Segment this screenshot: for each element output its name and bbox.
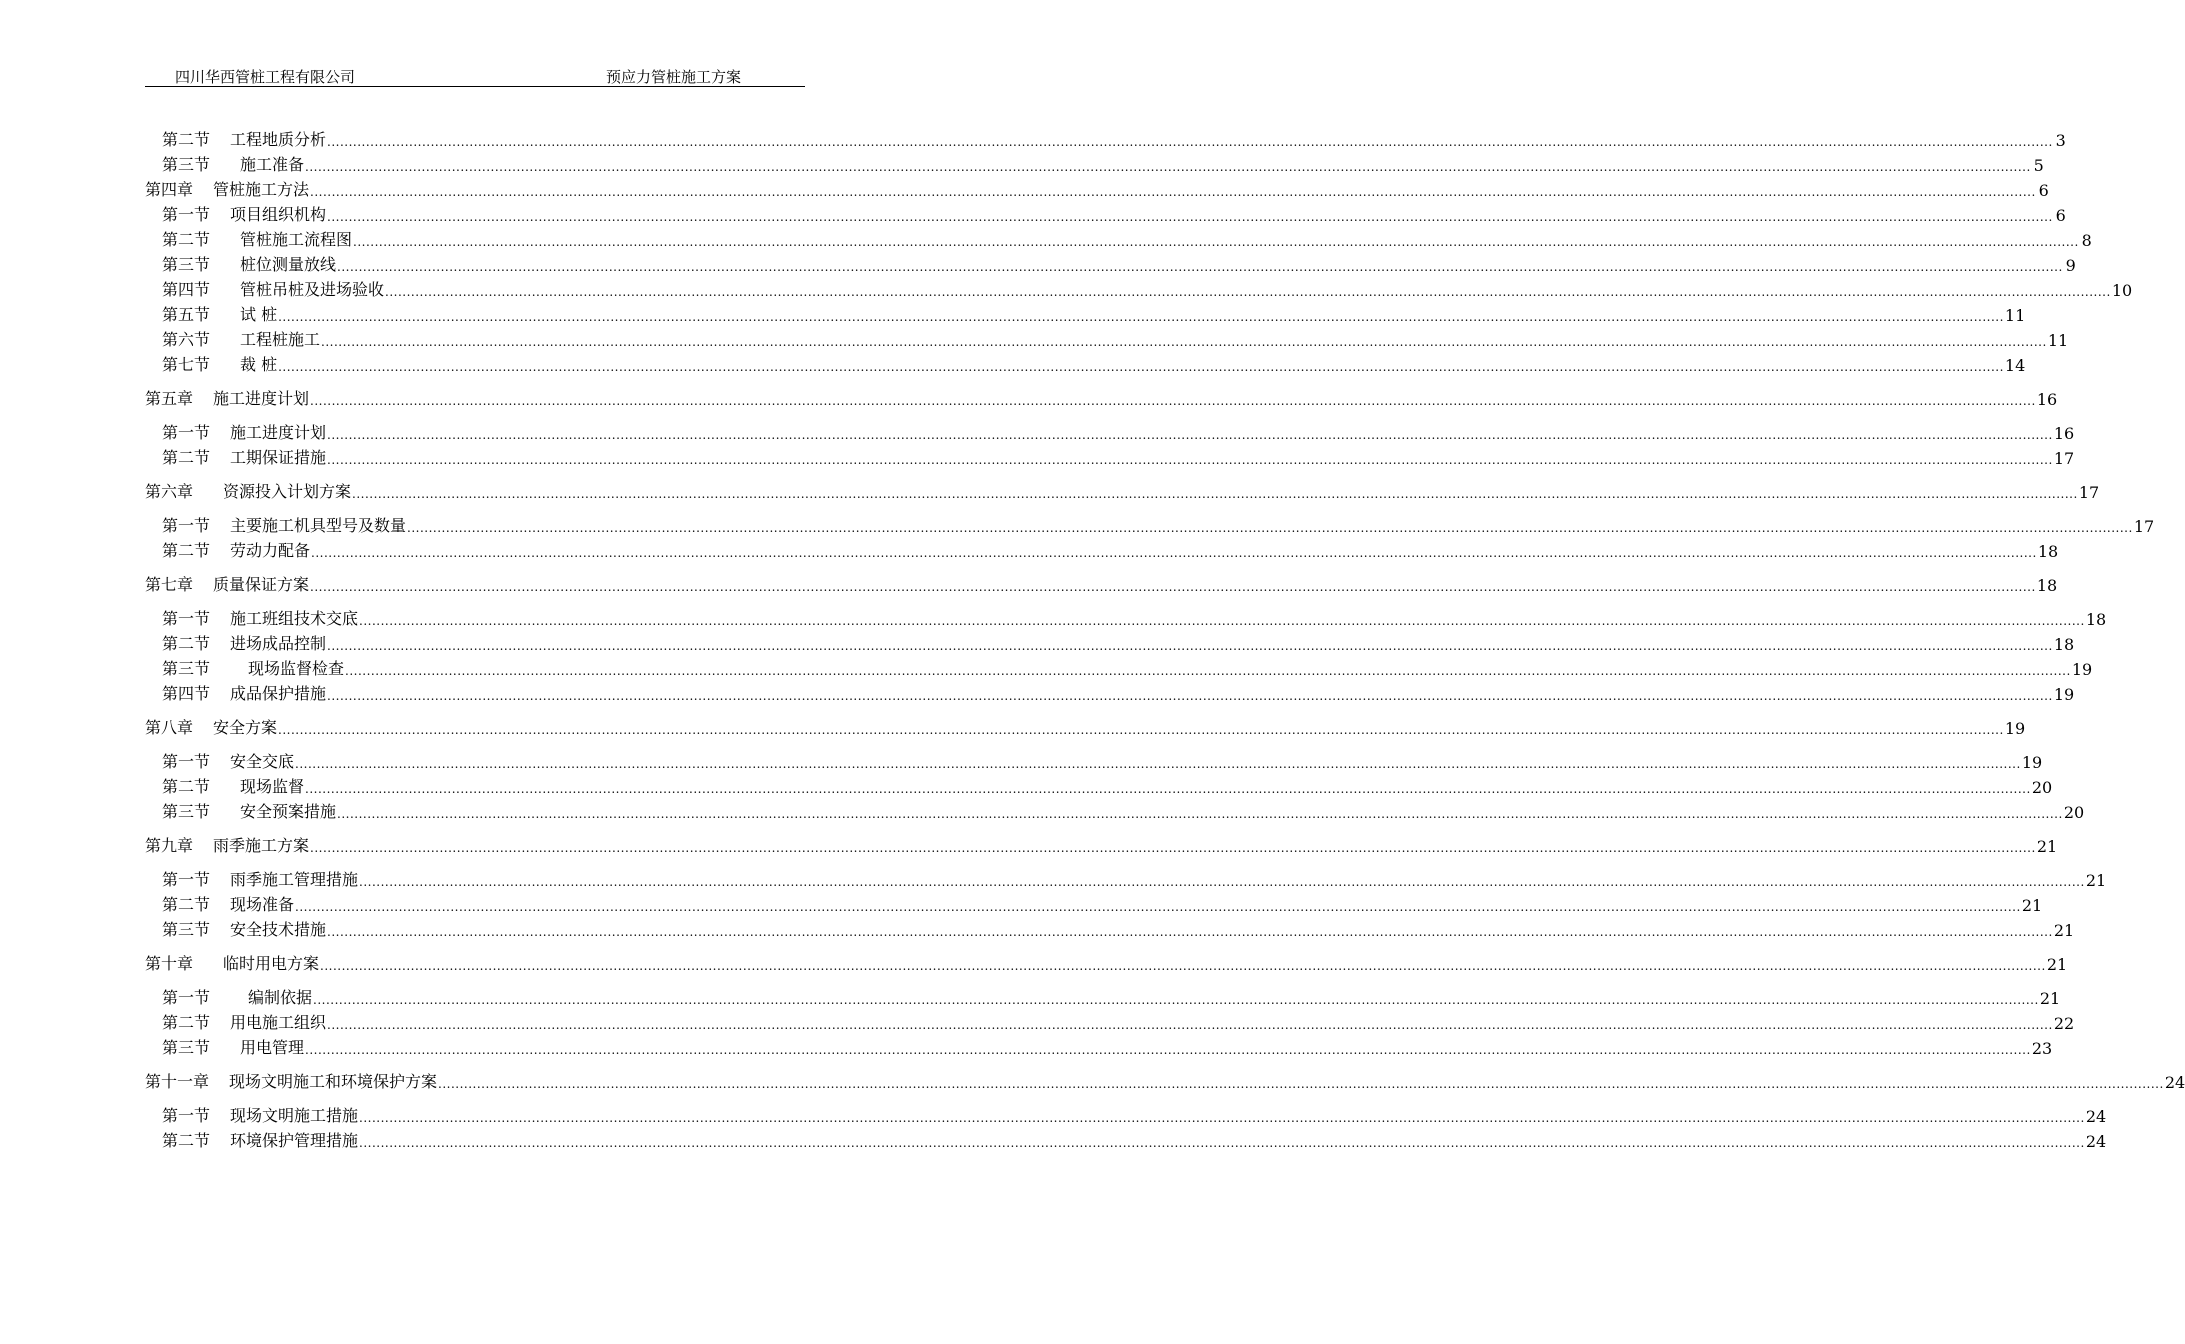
toc-chapter-entry[interactable] [145,175,2049,200]
toc-entry-number: 第一节 [162,516,211,535]
toc-section-entry[interactable] [145,1101,2107,1126]
toc-entry-number: 第二节 [162,1131,211,1150]
toc-entry-page-number: 21 [2036,837,2058,856]
toc-chapter-entry[interactable] [145,1067,2185,1092]
toc-section-entry[interactable] [145,300,2026,325]
toc-entry-page-number: 18 [2036,576,2058,595]
toc-section-entry[interactable] [145,200,2066,225]
toc-entry-title: 现场准备 [230,895,295,914]
toc-entry-page-number: 16 [2053,424,2075,443]
toc-entry-title: 试 桩 [240,305,278,324]
toc-section-entry[interactable] [145,797,2085,822]
dot-leader: ................................................................................................................................................................................................................................................................................................................................................................................................................ [278,723,2004,737]
dot-leader: ................................................................................................................................................................................................................................................................................................................................................................................................................ [327,453,2053,467]
toc-entry-page-number: 24 [2085,1132,2107,1151]
toc-entry-title: 现场文明施工措施 [230,1106,359,1125]
toc-entry-number: 第三节 [162,920,211,939]
toc-entry-page-number: 17 [2133,517,2155,536]
toc-entry-title: 编制依据 [248,988,313,1007]
toc-entry-page-number: 6 [2055,206,2066,225]
dot-leader: ................................................................................................................................................................................................................................................................................................................................................................................................................ [310,841,2036,855]
toc-entry-page-number: 24 [2164,1073,2185,1092]
dot-leader: ................................................................................................................................................................................................................................................................................................................................................................................................................ [337,807,2063,821]
toc-entry-title: 施工进度计划 [213,389,310,408]
dot-leader: ................................................................................................................................................................................................................................................................................................................................................................................................................ [295,757,2021,771]
toc-section-entry[interactable] [145,604,2107,629]
toc-entry-title: 施工班组技术交底 [230,609,359,628]
toc-entry-page-number: 19 [2053,685,2075,704]
dot-leader: ................................................................................................................................................................................................................................................................................................................................................................................................................ [310,580,2036,594]
toc-section-entry[interactable] [145,350,2026,375]
dot-leader: ................................................................................................................................................................................................................................................................................................................................................................................................................ [345,664,2071,678]
dot-leader: ................................................................................................................................................................................................................................................................................................................................................................................................................ [305,1043,2031,1057]
dot-leader: ................................................................................................................................................................................................................................................................................................................................................................................................................ [327,925,2053,939]
toc-entry-title: 环境保护管理措施 [230,1131,359,1150]
toc-section-entry[interactable] [145,1033,2053,1058]
toc-entry-number: 第四节 [162,280,211,299]
toc-entry-page-number: 19 [2004,719,2026,738]
page-header [145,64,805,87]
dot-leader: ................................................................................................................................................................................................................................................................................................................................................................................................................ [359,1136,2085,1150]
toc-entry-title: 安全预案措施 [240,802,337,821]
dot-leader: ................................................................................................................................................................................................................................................................................................................................................................................................................ [278,310,2004,324]
toc-entry-title: 临时用电方案 [223,954,320,973]
toc-entry-number: 第三节 [162,1038,211,1057]
toc-section-entry[interactable] [145,1008,2075,1033]
toc-entry-number: 第二节 [162,130,211,149]
toc-section-entry[interactable] [145,890,2043,915]
toc-section-entry[interactable] [145,983,2061,1008]
toc-entry-page-number: 17 [2078,483,2100,502]
toc-entry-page-number: 9 [2065,256,2076,275]
toc-section-entry[interactable] [145,275,2133,300]
toc-entry-title: 现场监督 [240,777,305,796]
dot-leader: ................................................................................................................................................................................................................................................................................................................................................................................................................ [353,235,2079,249]
toc-entry-page-number: 21 [2021,896,2043,915]
toc-entry-number: 第六章 [145,482,194,501]
toc-entry-page-number: 21 [2085,871,2107,890]
toc-entry-title: 主要施工机具型号及数量 [230,516,407,535]
toc-entry-number: 第一节 [162,609,211,628]
toc-section-entry[interactable] [145,511,2155,536]
toc-entry-title: 工期保证措施 [230,448,327,467]
dot-leader: ................................................................................................................................................................................................................................................................................................................................................................................................................ [337,260,2063,274]
toc-entry-page-number: 11 [2047,331,2069,350]
toc-entry-number: 第一节 [162,988,211,1007]
dot-leader: ................................................................................................................................................................................................................................................................................................................................................................................................................ [327,639,2053,653]
toc-entry-page-number: 17 [2053,449,2075,468]
toc-entry-page-number: 5 [2033,156,2044,175]
toc-entry-page-number: 18 [2037,542,2059,561]
toc-entry-number: 第二节 [162,541,211,560]
toc-chapter-entry[interactable] [145,831,2058,856]
document-title: 预应力管桩施工方案 [605,68,741,86]
toc-entry-number: 第三节 [162,155,211,174]
toc-entry-title: 安全技术措施 [230,920,327,939]
dot-leader: ................................................................................................................................................................................................................................................................................................................................................................................................................ [327,210,2053,224]
toc-section-entry[interactable] [145,915,2075,940]
dot-leader: ................................................................................................................................................................................................................................................................................................................................................................................................................ [313,993,2039,1007]
toc-section-entry[interactable] [145,772,2053,797]
toc-entry-number: 第六节 [162,330,211,349]
dot-leader: ................................................................................................................................................................................................................................................................................................................................................................................................................ [310,185,2036,199]
dot-leader: ................................................................................................................................................................................................................................................................................................................................................................................................................ [327,135,2053,149]
toc-entry-number: 第八章 [145,718,194,737]
toc-entry-title: 安全方案 [213,718,278,737]
toc-entry-number: 第七章 [145,575,194,594]
toc-entry-title: 资源投入计划方案 [223,482,352,501]
table-of-contents [145,125,2185,1151]
toc-entry-page-number: 21 [2039,989,2061,1008]
toc-entry-number: 第五节 [162,305,211,324]
toc-section-entry[interactable] [145,536,2059,561]
toc-entry-title: 成品保护措施 [230,684,327,703]
dot-leader: ................................................................................................................................................................................................................................................................................................................................................................................................................ [320,959,2046,973]
toc-section-entry[interactable] [145,1126,2107,1151]
toc-entry-title: 雨季施工方案 [213,836,310,855]
toc-entry-number: 第十章 [145,954,194,973]
toc-entry-title: 工程地质分析 [230,130,327,149]
toc-entry-number: 第四节 [162,684,211,703]
dot-leader: ................................................................................................................................................................................................................................................................................................................................................................................................................ [385,285,2111,299]
toc-section-entry[interactable] [145,443,2075,468]
dot-leader: ................................................................................................................................................................................................................................................................................................................................................................................................................ [278,360,2004,374]
toc-section-entry[interactable] [145,418,2075,443]
toc-section-entry[interactable] [145,629,2075,654]
toc-entry-number: 第二节 [162,895,211,914]
toc-chapter-entry[interactable] [145,949,2068,974]
toc-entry-title: 管桩施工方法 [213,180,310,199]
toc-entry-title: 施工准备 [240,155,305,174]
toc-entry-title: 安全交底 [230,752,295,771]
toc-entry-title: 现场监督检查 [248,659,345,678]
toc-entry-number: 第一节 [162,1106,211,1125]
toc-chapter-entry[interactable] [145,713,2026,738]
toc-entry-number: 第三节 [162,255,211,274]
toc-entry-page-number: 20 [2063,803,2085,822]
toc-section-entry[interactable] [145,125,2066,150]
toc-section-entry[interactable] [145,250,2076,275]
dot-leader: ................................................................................................................................................................................................................................................................................................................................................................................................................ [305,160,2031,174]
toc-section-entry[interactable] [145,654,2093,679]
toc-entry-page-number: 23 [2031,1039,2053,1058]
dot-leader: ................................................................................................................................................................................................................................................................................................................................................................................................................ [311,546,2037,560]
dot-leader: ................................................................................................................................................................................................................................................................................................................................................................................................................ [327,1018,2053,1032]
toc-entry-number: 第七节 [162,355,211,374]
toc-entry-page-number: 6 [2038,181,2049,200]
toc-entry-title: 质量保证方案 [213,575,310,594]
toc-entry-page-number: 19 [2071,660,2093,679]
toc-entry-number: 第二节 [162,230,211,249]
toc-entry-page-number: 24 [2085,1107,2107,1126]
toc-entry-page-number: 18 [2053,635,2075,654]
dot-leader: ................................................................................................................................................................................................................................................................................................................................................................................................................ [359,1111,2085,1125]
dot-leader: ................................................................................................................................................................................................................................................................................................................................................................................................................ [327,689,2053,703]
toc-entry-page-number: 11 [2004,306,2026,325]
toc-entry-title: 管桩施工流程图 [240,230,353,249]
toc-chapter-entry[interactable] [145,384,2058,409]
toc-entry-number: 第二节 [162,1013,211,1032]
toc-entry-page-number: 20 [2031,778,2053,797]
company-name: 四川华西管桩工程有限公司 [175,68,356,86]
toc-entry-title: 劳动力配备 [230,541,311,560]
toc-entry-page-number: 3 [2055,131,2066,150]
toc-section-entry[interactable] [145,747,2043,772]
toc-entry-number: 第一节 [162,423,211,442]
dot-leader: ................................................................................................................................................................................................................................................................................................................................................................................................................ [359,614,2085,628]
toc-entry-number: 第十一章 [145,1072,210,1091]
toc-entry-title: 桩位测量放线 [240,255,337,274]
dot-leader: ................................................................................................................................................................................................................................................................................................................................................................................................................ [327,428,2053,442]
toc-entry-number: 第二节 [162,777,211,796]
dot-leader: ................................................................................................................................................................................................................................................................................................................................................................................................................ [407,521,2133,535]
toc-entry-number: 第一节 [162,205,211,224]
toc-entry-number: 第四章 [145,180,194,199]
toc-entry-title: 管桩吊桩及进场验收 [240,280,385,299]
toc-entry-page-number: 18 [2085,610,2107,629]
dot-leader: ................................................................................................................................................................................................................................................................................................................................................................................................................ [438,1077,2164,1091]
toc-section-entry[interactable] [145,679,2075,704]
toc-entry-page-number: 16 [2036,390,2058,409]
toc-entry-number: 第九章 [145,836,194,855]
dot-leader: ................................................................................................................................................................................................................................................................................................................................................................................................................ [305,782,2031,796]
toc-entry-title: 用电管理 [240,1038,305,1057]
toc-section-entry[interactable] [145,865,2107,890]
toc-entry-page-number: 21 [2046,955,2068,974]
toc-entry-number: 第五章 [145,389,194,408]
toc-entry-title: 工程桩施工 [240,330,321,349]
toc-entry-title: 裁 桩 [240,355,278,374]
dot-leader: ................................................................................................................................................................................................................................................................................................................................................................................................................ [359,875,2085,889]
toc-entry-page-number: 21 [2053,921,2075,940]
toc-entry-number: 第三节 [162,802,211,821]
toc-entry-title: 用电施工组织 [230,1013,327,1032]
toc-entry-number: 第二节 [162,634,211,653]
toc-entry-page-number: 22 [2053,1014,2075,1033]
toc-entry-title: 项目组织机构 [230,205,327,224]
toc-entry-title: 现场文明施工和环境保护方案 [229,1072,438,1091]
toc-entry-page-number: 10 [2111,281,2133,300]
toc-entry-number: 第一节 [162,870,211,889]
toc-entry-page-number: 8 [2081,231,2092,250]
dot-leader: ................................................................................................................................................................................................................................................................................................................................................................................................................ [310,394,2036,408]
toc-entry-page-number: 14 [2004,356,2026,375]
toc-chapter-entry[interactable] [145,570,2058,595]
toc-chapter-entry[interactable] [145,477,2100,502]
toc-entry-title: 雨季施工管理措施 [230,870,359,889]
dot-leader: ................................................................................................................................................................................................................................................................................................................................................................................................................ [352,487,2078,501]
toc-entry-page-number: 19 [2021,753,2043,772]
toc-entry-number: 第三节 [162,659,211,678]
toc-entry-title: 进场成品控制 [230,634,327,653]
toc-section-entry[interactable] [145,325,2069,350]
toc-section-entry[interactable] [145,150,2044,175]
dot-leader: ................................................................................................................................................................................................................................................................................................................................................................................................................ [295,900,2021,914]
toc-section-entry[interactable] [145,225,2092,250]
toc-entry-number: 第一节 [162,752,211,771]
toc-entry-number: 第二节 [162,448,211,467]
toc-entry-title: 施工进度计划 [230,423,327,442]
dot-leader: ................................................................................................................................................................................................................................................................................................................................................................................................................ [321,335,2047,349]
